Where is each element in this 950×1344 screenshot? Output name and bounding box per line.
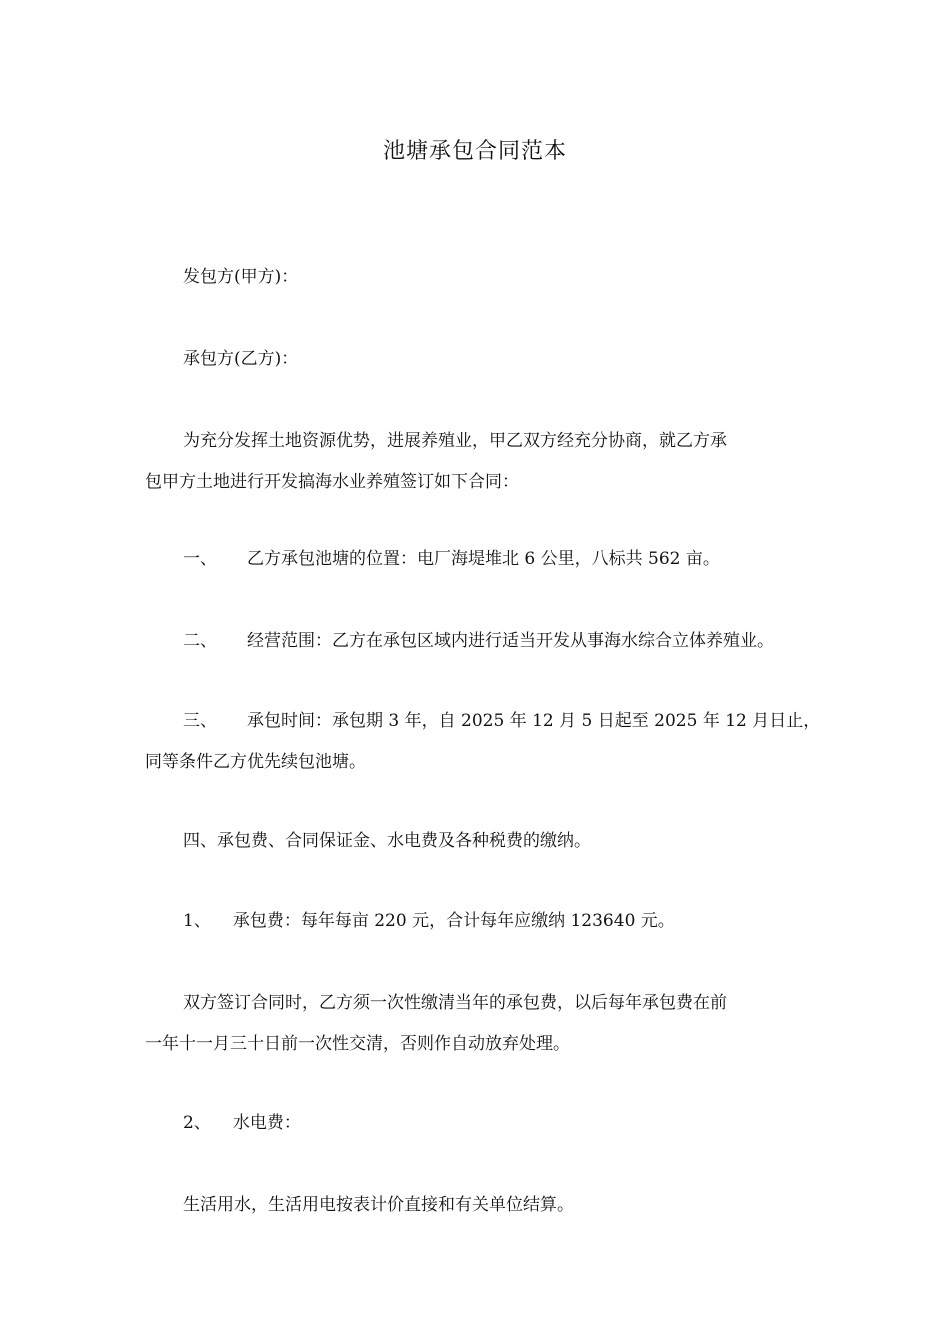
clause-3-line-1: 承包时间：承包期 3 年，自 2025 年 12 月 5 日起至 2025 年 12 月日止， — [247, 711, 821, 731]
item-1-text: 承包费：每年每亩 220 元，合计每年应缴纳 123640 元。 — [232, 911, 675, 931]
item-1-number: 1、 — [183, 911, 211, 931]
clause-3-line-2: 同等条件乙方优先续包池塘。 — [145, 752, 366, 772]
intro-paragraph — [145, 431, 825, 492]
intro-line-1: 为充分发挥土地资源优势，进展养殖业，甲乙双方经充分协商，就乙方承 — [183, 431, 727, 451]
clause-4-text: 四、承包费、合同保证金、水电费及各种税费的缴纳。 — [183, 831, 591, 851]
item-2 — [145, 1113, 825, 1133]
clause-1-number: 一、 — [183, 549, 217, 569]
utility-note — [145, 1195, 825, 1215]
item-2-text: 水电费： — [232, 1113, 301, 1133]
payment-note — [145, 993, 825, 1054]
document-title: 池塘承包合同范本 — [382, 139, 567, 164]
clause-2 — [145, 631, 825, 651]
payment-note-line-2: 一年十一月三十日前一次性交清，否则作自动放弃处理。 — [145, 1034, 570, 1054]
clause-4 — [145, 831, 825, 851]
clause-1-text: 乙方承包池塘的位置：电厂海堤堆北 6 公里，八标共 562 亩。 — [247, 549, 720, 569]
party-b-label: 承包方(乙方)： — [183, 349, 299, 369]
utility-note-text: 生活用水，生活用电按表计价直接和有关单位结算。 — [183, 1195, 574, 1215]
clause-1 — [145, 549, 825, 569]
clause-3 — [145, 711, 825, 772]
intro-line-2: 包甲方土地进行开发搞海水业养殖签订如下合同： — [145, 472, 519, 492]
clause-2-text: 经营范围：乙方在承包区域内进行适当开发从事海水综合立体养殖业。 — [247, 631, 774, 651]
clause-3-number: 三、 — [183, 711, 217, 731]
item-1 — [145, 911, 825, 931]
party-b-line — [145, 349, 825, 369]
payment-note-line-1: 双方签订合同时，乙方须一次性缴清当年的承包费，以后每年承包费在前 — [183, 993, 727, 1013]
clause-2-number: 二、 — [183, 631, 217, 651]
party-a-line — [145, 267, 825, 287]
item-2-number: 2、 — [183, 1113, 211, 1133]
party-a-label: 发包方(甲方)： — [183, 267, 299, 287]
